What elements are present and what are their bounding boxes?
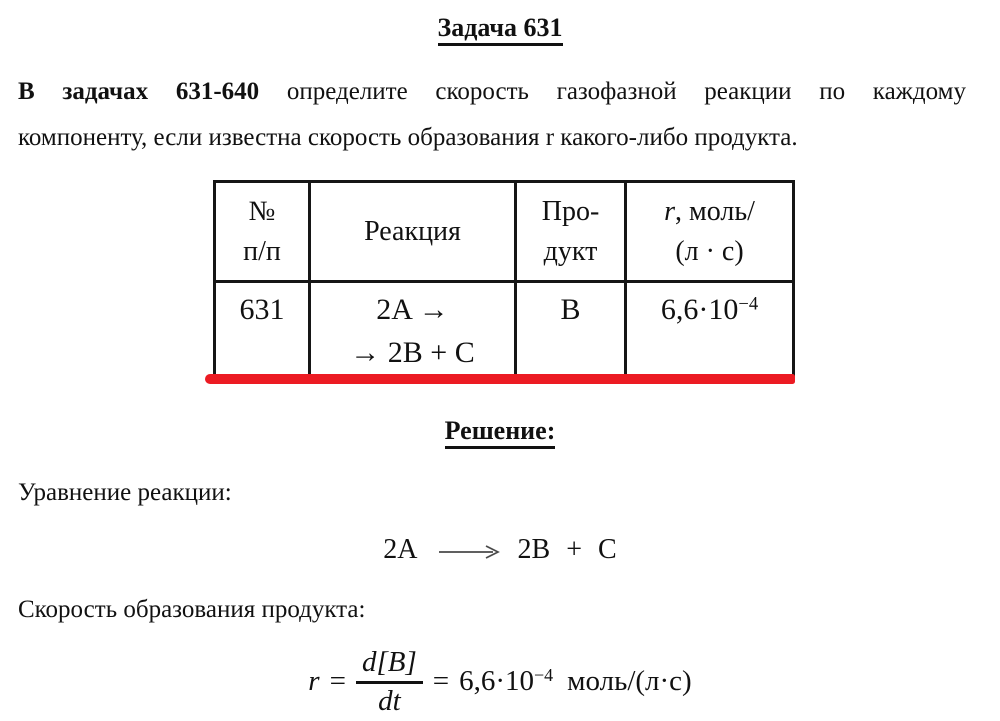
header-cell-rate [627,183,792,283]
reaction-line2: → 2B + C [350,336,475,369]
formula-equals-1: = [329,664,346,697]
formula-value-mantissa: 6,6·10 [459,664,535,697]
rate-label: Скорость образования продукта: [18,596,366,623]
formula-equals-2: = [432,664,450,697]
header-rate-line2: (л · с) [675,235,744,267]
header-reaction-label: Реакция [364,215,461,247]
row-cell-reaction [311,283,517,374]
rate-value [661,288,758,331]
row-cell-product [517,283,627,374]
rate-variable: r [664,195,676,227]
header-number-line1: № [248,195,276,227]
formula-fraction [356,645,423,718]
intro-paragraph [18,69,966,161]
rate-exponent: −4 [738,293,759,315]
rate-mantissa: 6,6·10 [660,293,739,326]
header-rate-line1 [664,192,755,232]
header-product-line1: Про- [541,195,600,227]
intro-line-2: компоненту, если известна скорость образования r какого-либо продукта. [18,124,798,151]
problem-table [213,180,795,377]
header-product-line2: дукт [543,235,598,267]
intro-line-1 [18,69,966,115]
long-right-arrow-icon [438,544,502,560]
formula-variable: r [308,664,320,697]
rate-formula [0,641,1000,721]
intro-bold-range: В задачах 631-640 [18,78,260,105]
equation-lhs: 2A [383,534,418,565]
page-title [0,13,1000,43]
row-cell-rate [627,283,792,374]
header-cell-product [517,183,627,283]
header-cell-reaction [311,183,517,283]
equation-rhs1: 2B [517,534,551,565]
product-value: B [560,293,581,326]
page-title-text: Задача 631 [438,13,563,46]
row-cell-number [216,283,311,374]
solution-heading [0,416,1000,446]
fraction-denominator: dt [378,684,401,717]
red-underline [205,374,795,384]
rate-units-part: , моль/ [675,195,755,227]
header-cell-number [216,183,311,283]
equation-label: Уравнение реакции: [18,479,232,506]
equation-plus: + [566,534,583,565]
formula-value-exponent: −4 [534,664,554,685]
formula-units: моль/(л·с) [567,664,692,697]
fraction-numerator: d[B] [356,645,423,684]
intro-line-1-rest: определите скорость газофазной реакции по каждому [286,78,966,105]
header-number-line2: п/п [243,235,281,267]
equation-rhs2: C [598,534,617,565]
problem-number: 631 [239,293,285,326]
reaction-equation [0,533,1000,567]
formula-value [459,665,553,698]
reaction-line1: 2A → [376,293,449,326]
solution-heading-text: Решение: [445,416,556,449]
